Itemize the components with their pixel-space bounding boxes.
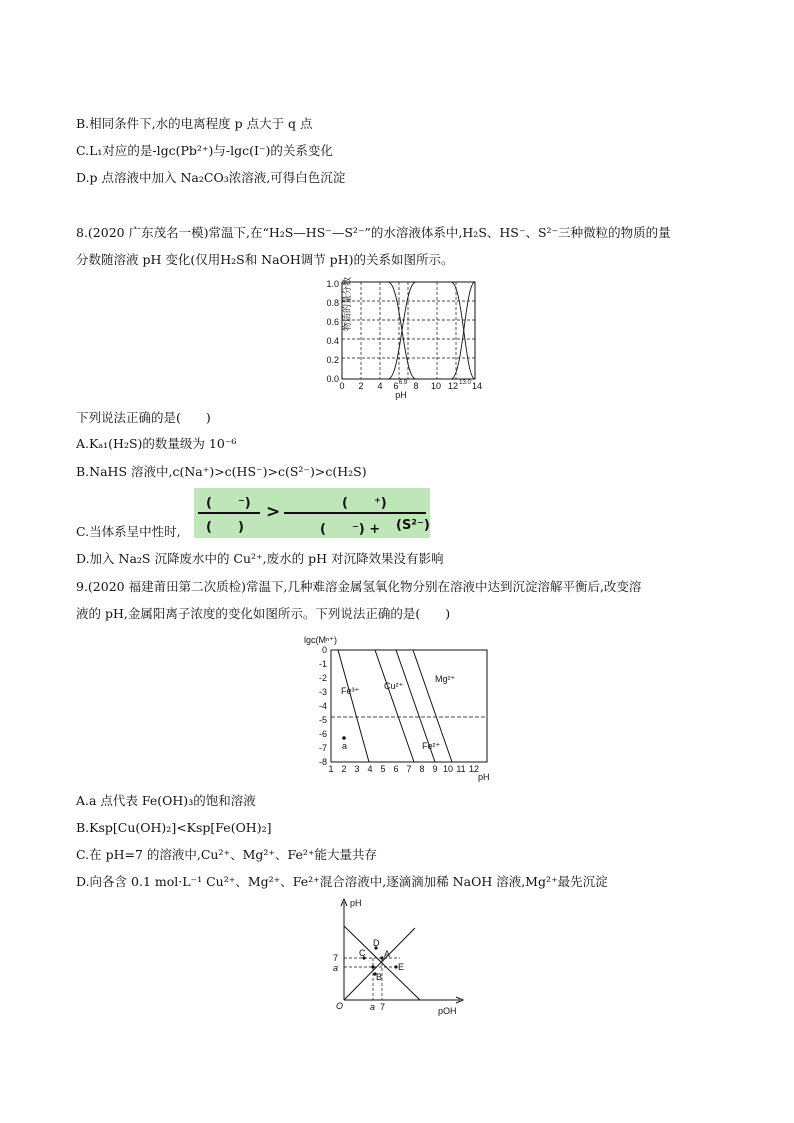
formula-op: > bbox=[266, 502, 281, 522]
fig1-ytick: 0.6 bbox=[326, 317, 339, 327]
fig2-xtick: 10 bbox=[442, 764, 454, 774]
q8-option-d: D.加入 Na₂S 沉降废水中的 Cu²⁺,废水的 pH 对沉降效果没有影响 bbox=[76, 551, 444, 566]
q8-stem-line1: 8.(2020 广东茂名一模)常温下,在“H₂S—HS⁻—S²⁻”的水溶液体系中,H₂S、HS⁻、S²⁻三种微粒的物质的量 bbox=[76, 225, 671, 240]
fig2-ytick: -2 bbox=[318, 673, 327, 683]
fig1-mini-tick: 13.0 bbox=[459, 380, 471, 386]
fig2-xtick: 3 bbox=[354, 764, 360, 774]
q9-option-d: D.向各含 0.1 mol·L⁻¹ Cu²⁺、Mg²⁺、Fe²⁺混合溶液中,逐滴滴加稀 NaOH 溶液,Mg²⁺最先沉淀 bbox=[76, 874, 608, 889]
fig3-tick-xa: a bbox=[370, 1002, 376, 1012]
fig3-tick-ya: a bbox=[333, 963, 339, 973]
fig2-xtick: 2 bbox=[341, 764, 347, 774]
fig2-ylabel: lgc(Mⁿ⁺) bbox=[304, 635, 338, 645]
fig2-ytick: -6 bbox=[318, 729, 327, 739]
fig1-xtick: 4 bbox=[377, 381, 383, 391]
fig1-mini-tick: 6.9 bbox=[398, 380, 408, 386]
fig1-xtick: 14 bbox=[471, 381, 483, 391]
fig3-tick-y7: 7 bbox=[333, 953, 339, 963]
q8-stem-line2: 分数随溶液 pH 变化(仅用H₂S和 NaOH调节 pH)的关系如图所示。 bbox=[76, 252, 454, 267]
fig1-xtick: 12 bbox=[447, 381, 459, 391]
q7-option-c: C.L₁对应的是-lgc(Pb²⁺)与-lgc(I⁻)的关系变化 bbox=[76, 143, 333, 158]
fig2-ytick: -4 bbox=[318, 701, 327, 711]
formula-den-right1: ( ⁻) + bbox=[320, 522, 381, 537]
q8-option-c: C.当体系呈中性时, bbox=[76, 524, 181, 539]
fig1-xtick: 2 bbox=[358, 381, 364, 391]
fig1-ytick: 0.4 bbox=[326, 336, 339, 346]
fig1-ytick: 0.0 bbox=[326, 374, 339, 384]
species-fraction-chart bbox=[305, 276, 495, 400]
fig2-ytick: -1 bbox=[318, 659, 327, 669]
formula-num-left: ( ⁻) bbox=[206, 496, 251, 511]
fig2-ytick: -5 bbox=[318, 715, 327, 725]
q8-prompt: 下列说法正确的是( ) bbox=[76, 410, 211, 425]
fig2-ytick: -3 bbox=[318, 687, 327, 697]
fig1-ytick: 1.0 bbox=[326, 279, 339, 289]
q8-formula-box bbox=[194, 488, 430, 538]
fig2-xtick: 8 bbox=[419, 764, 425, 774]
fig2-xtick: 5 bbox=[380, 764, 386, 774]
fig1-xtick: 8 bbox=[413, 381, 419, 391]
q9-stem-line2: 液的 pH,金属阳离子浓度的变化如图所示。下列说法正确的是( ) bbox=[76, 606, 451, 621]
fig2-xtick: 7 bbox=[406, 764, 412, 774]
fig1-xtick: 0 bbox=[339, 381, 345, 391]
fig3-point-b: B bbox=[376, 972, 383, 982]
formula-den-left: ( ) bbox=[206, 520, 244, 535]
fig3-xaxis: pOH bbox=[438, 1006, 457, 1016]
fig2-label-fe2: Fe²⁺ bbox=[422, 741, 441, 751]
fig2-label-mg2: Mg²⁺ bbox=[435, 674, 456, 684]
fig2-label-fe3: Fe³⁺ bbox=[341, 686, 360, 696]
fig2-xtick: 12 bbox=[468, 764, 480, 774]
fig2-xtick: 11 bbox=[456, 764, 466, 774]
q8-option-b: B.NaHS 溶液中,c(Na⁺)>c(HS⁻)>c(S²⁻)>c(H₂S) bbox=[76, 464, 367, 479]
fig3-yaxis: pH bbox=[350, 898, 362, 908]
q7-option-d: D.p 点溶液中加入 Na₂CO₃浓溶液,可得白色沉淀 bbox=[76, 170, 346, 185]
formula-num-right: ( ⁺) bbox=[342, 496, 387, 511]
fig2-label-cu2: Cu²⁺ bbox=[384, 681, 404, 691]
fig3-tick-x7: 7 bbox=[380, 1002, 386, 1012]
ph-poh-diagram bbox=[330, 896, 470, 1020]
fig2-ytick: -8 bbox=[318, 757, 327, 767]
q9-stem-line1: 9.(2020 福建莆田第二次质检)常温下,几种难溶金属氢氧化物分别在溶液中达到沉淀溶解平衡后,改变溶 bbox=[76, 579, 642, 594]
fig3-point-d: D bbox=[373, 938, 380, 948]
fig2-xtick: 1 bbox=[328, 764, 334, 774]
formula-den-right2: (S²⁻) bbox=[396, 518, 430, 533]
fig2-xlabel: pH bbox=[478, 772, 490, 782]
q9-option-b: B.Ksp[Cu(OH)₂]<Ksp[Fe(OH)₂] bbox=[76, 820, 272, 835]
fig1-ytick: 0.8 bbox=[326, 298, 339, 308]
fig1-xtick: 10 bbox=[430, 381, 442, 391]
fig3-point-e: E bbox=[398, 962, 405, 972]
fig2-xtick: 6 bbox=[393, 764, 399, 774]
fig2-point-a: a bbox=[342, 741, 348, 751]
fig3-point-a: A bbox=[384, 949, 391, 959]
q8-option-a: A.Kₐ₁(H₂S)的数量级为 10⁻⁶ bbox=[76, 436, 237, 451]
fig2-xtick: 9 bbox=[432, 764, 438, 774]
metal-ion-concentration-chart bbox=[300, 632, 500, 782]
fig2-ytick: -7 bbox=[318, 743, 327, 753]
q9-option-a: A.a 点代表 Fe(OH)₃的饱和溶液 bbox=[76, 793, 256, 808]
q7-option-b: B.相同条件下,水的电离程度 p 点大于 q 点 bbox=[76, 116, 313, 131]
q9-option-c: C.在 pH=7 的溶液中,Cu²⁺、Mg²⁺、Fe²⁺能大量共存 bbox=[76, 847, 377, 862]
fig2-ytick: 0 bbox=[321, 645, 327, 655]
fig2-xtick: 4 bbox=[367, 764, 373, 774]
fig3-point-c: C bbox=[359, 948, 366, 958]
fig3-origin: O bbox=[336, 1001, 344, 1011]
fig1-xlabel: pH bbox=[395, 390, 407, 400]
fig1-ytick: 0.2 bbox=[326, 355, 339, 365]
fig1-ylabel: 物质的量分数 bbox=[342, 276, 352, 331]
fig1-xtick: 6 bbox=[393, 381, 399, 391]
